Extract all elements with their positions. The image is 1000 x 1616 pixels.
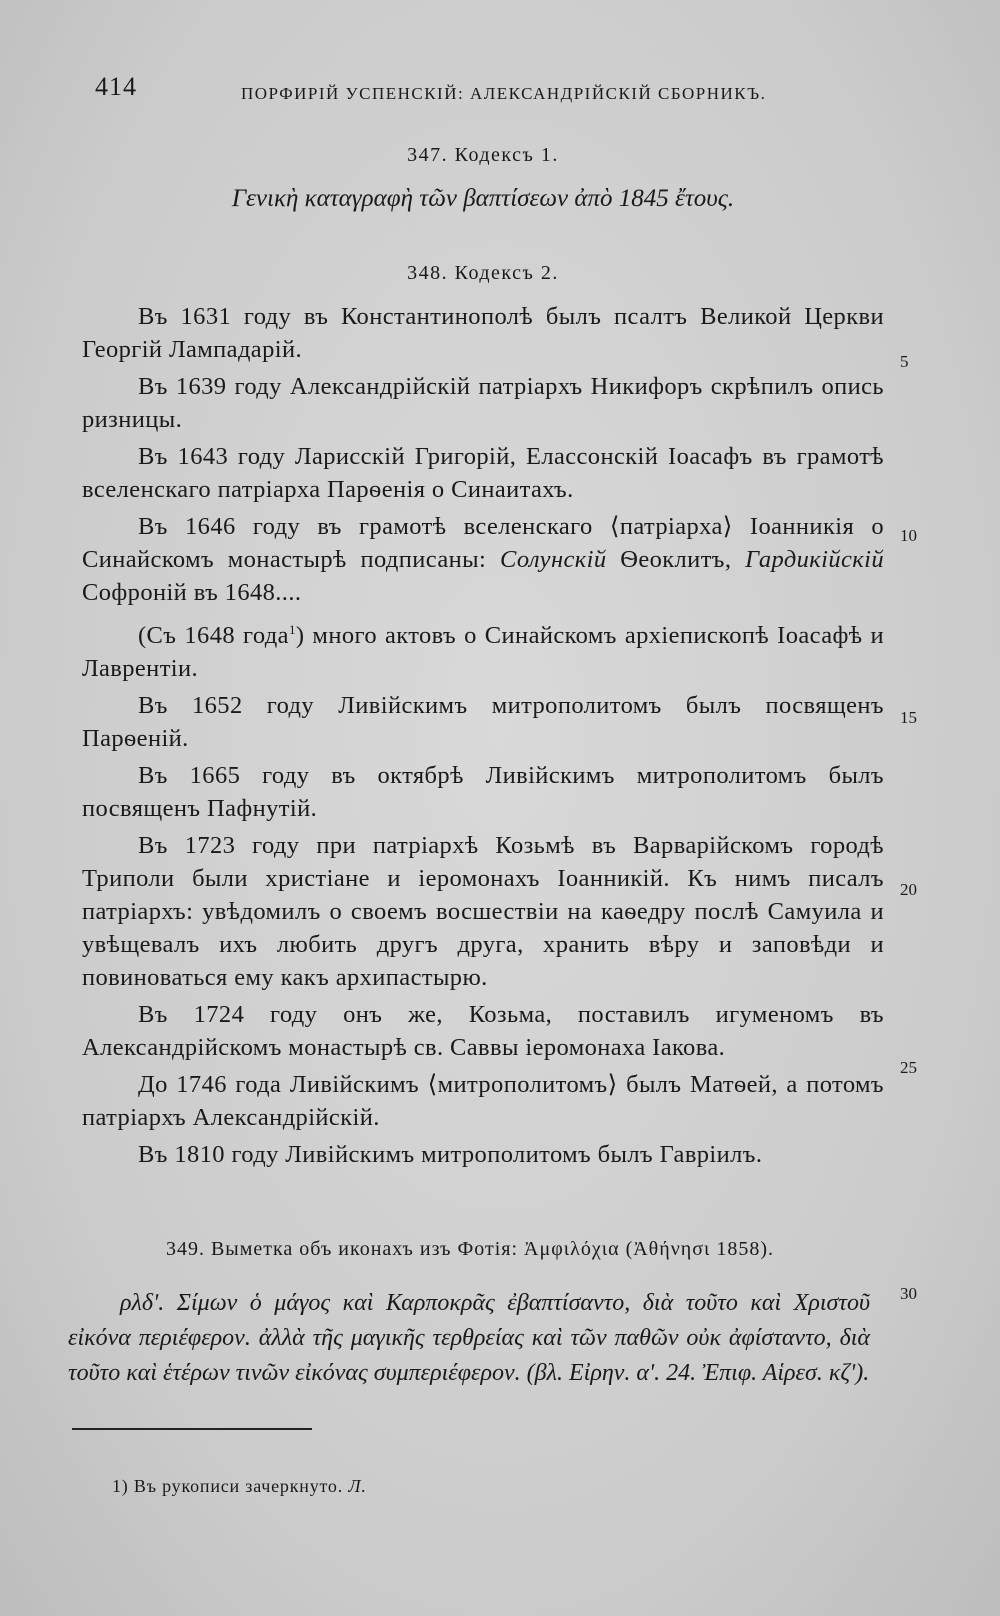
paragraph-1665: Въ 1665 году въ октябрѣ Ливійскимъ митрополитомъ былъ посвященъ Пафнутій.: [82, 762, 884, 823]
running-title: ПОРФИРІЙ УСПЕНСКІЙ: АЛЕКСАНДРІЙСКІЙ СБОРНИКЪ.: [241, 84, 767, 103]
paragraph-1652: Въ 1652 году Ливійскимъ митрополитомъ былъ посвященъ Парѳеній.: [82, 692, 884, 753]
paragraph-1631: Въ 1631 году въ Константинополѣ былъ псалтъ Великой Церкви Георгій Лампадарій.: [82, 303, 884, 363]
paragraph-1810: Въ 1810 году Ливійскимъ митрополитомъ былъ Гавріилъ.: [138, 1141, 763, 1169]
line-number: 15: [900, 708, 917, 727]
paragraph-1646: Въ 1646 году въ грамотѣ вселенскаго ⟨патріарха⟩ Іоанникія о Синайскомъ монастырѣ подписаны: Солунскій Ѳеоклитъ, Гардикійскій Софроній въ 1648....: [82, 513, 884, 606]
paragraph-1724: Въ 1724 году онъ же, Козьма, поставилъ игуменомъ въ Александрійскомъ монастырѣ св. Саввы іеромонаха Іакова.: [82, 1001, 884, 1062]
line-number: 10: [900, 526, 917, 545]
line-number: 5: [900, 352, 909, 371]
page-number: 414: [95, 72, 137, 101]
line-number: 25: [900, 1058, 917, 1077]
section-347-greek-title: Γενικὴ καταγραφὴ τῶν βαπτίσεων ἀπὸ 1845 ἔτους.: [231, 185, 735, 212]
paragraph-1643: Въ 1643 году Ларисскій Григорій, Елассонскій Іоасафъ въ грамотѣ вселенскаго патріарха Парѳенія о Синаитахъ.: [82, 443, 884, 503]
main-text: [82, 140, 884, 1171]
footnote-ref: 1: [288, 622, 296, 637]
footnote-rule: [72, 1428, 312, 1430]
paragraph-1723: Въ 1723 году при патріархѣ Козьмѣ въ Варварійскомъ городѣ Триполи были христіане и іеромонахъ Іоанникій. Къ нимъ писалъ патріархъ: увѣдомилъ о своемъ восшествіи на каѳедру послѣ Самуила и увѣщевалъ ихъ любить другъ друга, хранить вѣру и заповѣди и повиноваться ему какъ архипастырю.: [82, 832, 884, 992]
section-347-heading: 347. Кодексъ 1.: [407, 144, 559, 166]
section-348-heading: 348. Кодексъ 2.: [407, 262, 559, 284]
paragraph-1639: Въ 1639 году Александрійскій патріархъ Никифоръ скрѣпилъ опись ризницы.: [82, 373, 884, 433]
section-349-greek-text: ρλδʹ. Σίμων ὁ μάγος καὶ Καρποκρᾶς ἐβαπτίσαντο, διὰ τοῦτο καὶ Χριστοῦ εἰκόνα περιέφερον. ἀλλὰ τῆς μαγικῆς τερθρείας καὶ τῶν παθῶν οὐκ ἀφίσταντο, διὰ τοῦτο καὶ ἑτέρων τινῶν εἰκόνας συμπεριέφερον. (βλ. Εἰρην. αʹ. 24. Ἐπιφ. Αἱρεσ. κζʹ).: [68, 1290, 870, 1386]
line-numbers: [900, 0, 940, 1616]
footnote: 1) Въ рукописи зачеркнуто. Л.: [112, 1476, 367, 1496]
line-number: 20: [900, 880, 917, 899]
section-349-heading: 349. Выметка объ иконахъ изъ Фотія: Ἀμφιλόχια (Ἀθήνησι 1858).: [165, 1238, 775, 1260]
paragraph-1746: До 1746 года Ливійскимъ ⟨митрополитомъ⟩ былъ Матѳей, а потомъ патріархъ Александрійскій.: [82, 1071, 884, 1132]
line-number: 30: [900, 1284, 917, 1303]
paragraph-1648: (Съ 1648 года$^1$) много актовъ о Синайскомъ архіепископѣ Іоасафѣ и Лаврентіи.: [82, 622, 884, 683]
